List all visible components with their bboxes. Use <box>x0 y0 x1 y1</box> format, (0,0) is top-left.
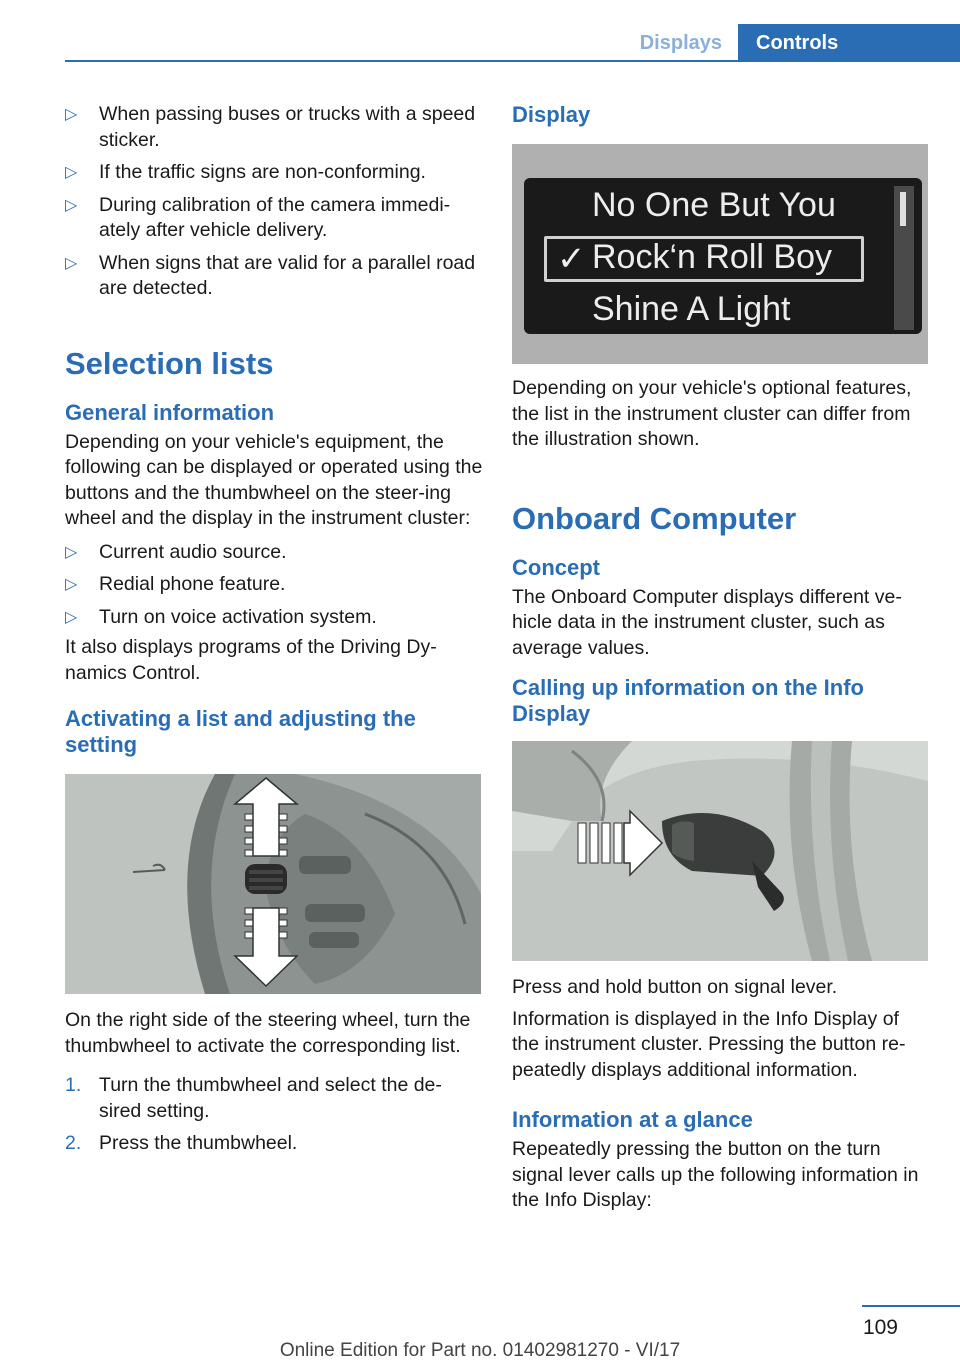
edition-footer: Online Edition for Part no. 01402981270 - VI/17 <box>279 1340 681 1361</box>
steps-list <box>65 1073 483 1157</box>
list-item: ▷ When signs that are valid for a parallel road are detected. <box>65 251 476 299</box>
driving-dynamics-paragraph: It also displays programs of the Driving Dy-namics Control. <box>65 636 437 684</box>
list-item: 1. Turn the thumbwheel and select the de-sired setting. <box>65 1074 442 1122</box>
info-paragraph: Information is displayed in the Info Display of the instrument cluster. Pressing the button re-peatedly displays additional information. <box>512 1007 906 1081</box>
signal-lever-image <box>512 741 928 961</box>
triangle-bullet-icon: ▷ <box>65 254 78 272</box>
steering-wheel-illustration <box>65 774 481 994</box>
page-header <box>65 24 960 62</box>
triangle-bullet-icon: ▷ <box>65 196 78 214</box>
triangle-bullet-icon: ▷ <box>65 543 78 561</box>
triangle-bullet-icon: ▷ <box>65 576 78 593</box>
heading-general-information: General information <box>65 399 275 425</box>
triangle-bullet-icon: ▷ <box>65 608 78 626</box>
footer-rule <box>862 1305 960 1307</box>
glance-paragraph: Repeatedly pressing the button on the turn signal lever calls up the following information in the Info Display: <box>512 1138 919 1211</box>
press-hold-paragraph: Press and hold button on signal lever. <box>512 976 838 998</box>
display-list-item-selected: Rock‘n Roll Boy <box>592 238 832 276</box>
list-item: ▷ When passing buses or trucks with a speed sticker. <box>65 103 476 151</box>
list-item: ▷ Turn on voice activation system. <box>65 605 483 631</box>
checkmark-icon: ✓ <box>557 240 586 278</box>
display-scroll-thumb <box>900 192 906 226</box>
display-caption: Depending on your vehicle's optional features, the list in the instrument cluster can differ from the illustration shown. <box>512 377 912 450</box>
display-list-item: No One But You <box>592 186 836 224</box>
list-item: ▷ During calibration of the camera immedi-ately after vehicle delivery. <box>65 193 451 241</box>
right-column <box>512 102 928 1214</box>
heading-onboard-computer: Onboard Computer <box>512 500 797 536</box>
heading-display: Display <box>512 102 591 127</box>
heading-activating-list: Activating a list and adjusting the setting <box>65 706 416 757</box>
triangle-bullet-icon: ▷ <box>65 106 78 123</box>
steering-caption: On the right side of the steering wheel, turn the thumbwheel to activate the corresponding list. <box>65 1009 471 1057</box>
list-item: ▷ Redial phone feature. <box>65 572 483 598</box>
left-column <box>65 102 483 1164</box>
display-list-item: Shine A Light <box>592 290 791 328</box>
bullet-list-features <box>65 540 483 631</box>
list-item: 2. Press the thumbwheel. <box>65 1132 298 1154</box>
bullet-list-conditions <box>65 102 483 302</box>
heading-concept: Concept <box>512 554 600 580</box>
tab-controls[interactable]: Controls <box>738 24 960 60</box>
list-item: ▷ Current audio source. <box>65 540 483 566</box>
heading-selection-lists: Selection lists <box>65 345 274 381</box>
display-list-illustration <box>512 144 928 364</box>
concept-paragraph: The Onboard Computer displays different ve-hicle data in the instrument cluster, such as average values. <box>512 585 902 659</box>
steering-wheel-image <box>65 774 481 994</box>
general-paragraph: Depending on your vehicle's equipment, the following can be displayed or operated using the buttons and the thumbwheel on the steer-ing wheel and the display in the instrument cluster: <box>65 430 483 529</box>
heading-calling-up-information: Calling up information on the Info Display <box>512 675 864 726</box>
list-item: ▷ If the traffic signs are non-conforming. <box>65 160 483 186</box>
heading-information-at-a-glance: Information at a glance <box>512 1107 753 1132</box>
signal-lever-illustration <box>512 741 928 961</box>
page-number: 109 <box>862 1316 898 1339</box>
triangle-bullet-icon: ▷ <box>65 164 78 181</box>
tab-displays[interactable]: Displays <box>639 32 722 54</box>
